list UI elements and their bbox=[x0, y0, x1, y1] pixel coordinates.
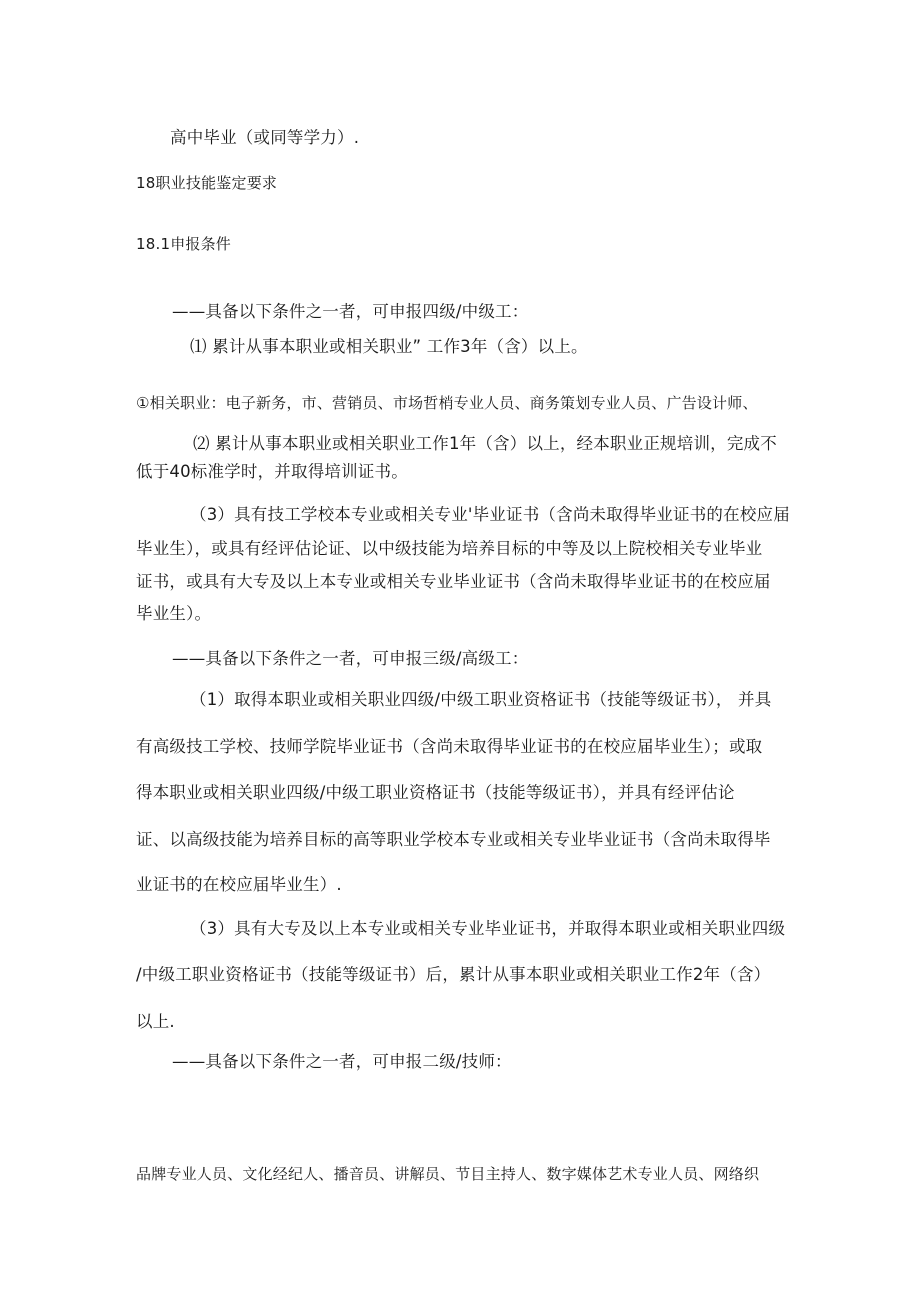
condition-item-l4-3-line4: 毕业生）。 bbox=[136, 604, 212, 623]
condition-item-l3-3-line3: 以上. bbox=[136, 1012, 175, 1031]
condition-item-l4-1: ⑴ 累计从事本职业或相关职业” 工作3年（含）以上。 bbox=[190, 337, 588, 356]
condition-item-l3-1-line1: （1）取得本职业或相关职业四级/中级工职业资格证书（技能等级证书）， 并具 bbox=[190, 690, 772, 709]
condition-item-l3-1-line2: 有高级技工学校、技师学院毕业证书（含尚未取得毕业证书的在校应届毕业生）；或取 bbox=[136, 737, 763, 756]
condition-item-l4-3-line3: 证书，或具有大专及以上本专业或相关专业毕业证书（含尚未取得毕业证书的在校应届 bbox=[136, 572, 771, 591]
condition-heading-level3: ——具备以下条件之一者，可申报三级/高级工： bbox=[172, 649, 529, 668]
condition-item-l3-1-line3: 得本职业或相关职业四级/中级工职业资格证书（技能等级证书），并具有经评估论 bbox=[136, 783, 735, 802]
section-heading-18: 18职业技能鉴定要求 bbox=[136, 174, 278, 192]
footnote-related-jobs-continued: 品牌专业人员、文化经纪人、播音员、讲解员、节目主持人、数字媒体艺术专业人员、网络织 bbox=[136, 1165, 760, 1183]
condition-item-l4-3-line1: （3）具有技工学校本专业或相关专业'毕业证书（含尚未取得毕业证书的在校应届 bbox=[190, 505, 790, 524]
text-line-graduation: 高中毕业（或同等学力）. bbox=[170, 128, 360, 147]
condition-item-l3-3-line1: （3）具有大专及以上本专业或相关专业毕业证书，并取得本职业或相关职业四级 bbox=[190, 919, 786, 938]
condition-heading-level4: ——具备以下条件之一者，可申报四级/中级工： bbox=[172, 302, 529, 321]
condition-heading-level2: ——具备以下条件之一者，可申报二级/技师： bbox=[172, 1052, 512, 1071]
condition-item-l3-1-line5: 业证书的在校应届毕业生）. bbox=[136, 875, 342, 894]
condition-item-l4-2-line2: 低于40标准学时，并取得培训证书。 bbox=[136, 462, 408, 481]
footnote-related-jobs: ①相关职业：电子新务，市、营销员、市场哲梢专业人员、商务策划专业人员、广告设计师、 bbox=[136, 394, 758, 412]
condition-item-l4-3-line2: 毕业生），或具有经评估论证、以中级技能为培养目标的中等及以上院校相关专业毕业 bbox=[136, 539, 763, 558]
condition-item-l4-2-line1: ⑵ 累计从事本职业或相关职业工作1年（含）以上，经本职业正规培训，完成不 bbox=[193, 434, 777, 453]
section-heading-18-1: 18.1申报条件 bbox=[136, 235, 231, 253]
condition-item-l3-3-line2: /中级工职业资格证书（技能等级证书）后，累计从事本职业或相关职业工作2年（含） bbox=[136, 965, 771, 984]
condition-item-l3-1-line4: 证、以高级技能为培养目标的高等职业学校本专业或相关专业毕业证书（含尚未取得毕 bbox=[136, 830, 771, 849]
